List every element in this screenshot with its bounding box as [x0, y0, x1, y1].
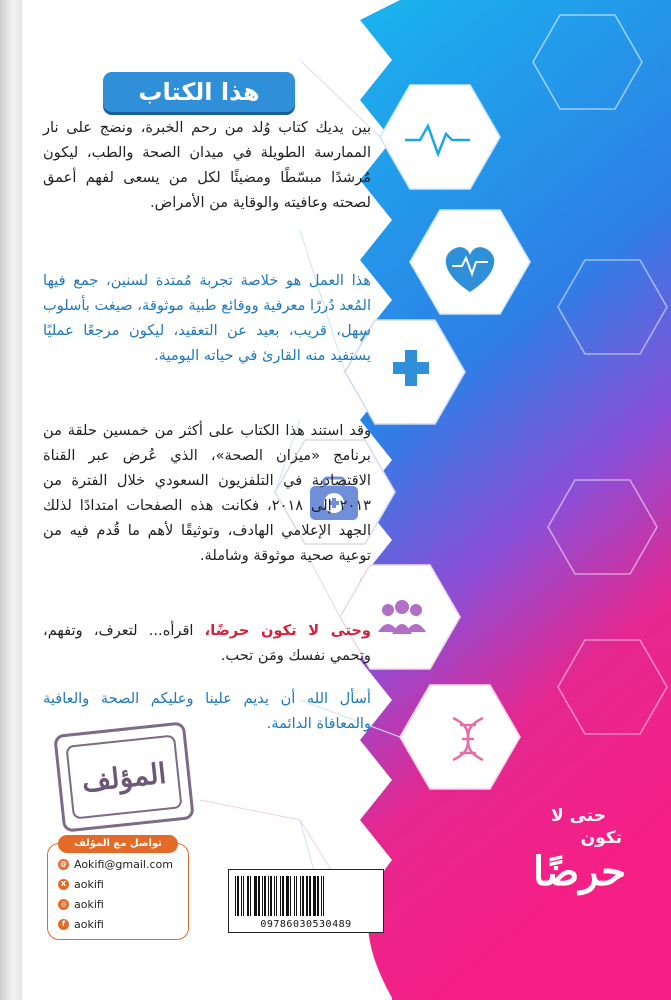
brand-logo — [524, 806, 634, 916]
author-stamp — [53, 721, 195, 832]
barcode-bars — [235, 876, 377, 916]
contact-facebook-text: aokifi — [74, 918, 104, 931]
contact-x[interactable] — [58, 878, 104, 891]
contact-email[interactable] — [58, 858, 173, 871]
book-title-highlight: وحتى لا تكون حرضًا، — [204, 622, 372, 639]
contact-instagram-text: aokifi — [74, 898, 104, 911]
contact-title: تواصل مع المؤلف — [58, 835, 178, 853]
author-stamp-text: المؤلف — [65, 734, 182, 819]
facebook-icon: f — [58, 919, 69, 930]
intro-paragraph: بين يديك كتاب وُلد من رحم الخبرة، ونضج على نار الممارسة الطويلة في ميدان الصحة والطب، ليكون مُرشدًا مبسّطًا ومضيئًا لكل من يسعى لفهم أعمق لصحته وعافيته والوقاية من الأمراض. — [43, 119, 371, 211]
author-contact-box — [47, 838, 189, 940]
isbn-barcode — [228, 869, 384, 933]
closing-prayer-paragraph: أسأل الله أن يديم علينا وعليكم الصحة والعافية والمعافاة الدائمة. — [43, 690, 371, 732]
brand-line-2: تكون — [580, 828, 622, 848]
barcode-number: 09786030530489 — [260, 919, 352, 930]
call-to-action-paragraph — [43, 618, 371, 668]
contact-email-text: Aokifi@gmail.com — [74, 858, 173, 871]
summary-paragraph: هذا العمل هو خلاصة تجربة مُمتدة لسنين، جمع فيها المُعد دُررًا معرفية ووقائع طبية موثوقة، صيغت بأسلوب سهل، قريب، بعيد عن التعقيد، ليكون مرجعًا عمليًا يستفيد منه القارئ في حياته اليومية. — [43, 272, 371, 364]
brand-line-3: حرضًا — [533, 848, 626, 895]
email-icon: @ — [60, 860, 67, 868]
contact-facebook[interactable] — [58, 918, 104, 931]
call-to-action-text: اقرأه... لتعرف، وتفهم، وتحمي نفسك ومَن تحب. — [43, 622, 371, 664]
contact-x-text: aokifi — [74, 878, 104, 891]
source-paragraph: وقد استند هذا الكتاب على أكثر من خمسين حلقة من برنامج «ميزان الصحة»، الذي عُرض عبر القناة الاقتصادية في التلفزيون السعودي خلال الفترة من ٢٠١٣ إلى ٢٠١٨، فكانت هذه الصفحات امتدادًا لذلك الجهد الإعلامي الهادف، وتوثيقًا لأهم ما قُدم فيه من توعية صحية موثوقة وشاملة. — [43, 422, 371, 564]
instagram-icon: ◎ — [58, 899, 69, 910]
section-title: هذا الكتاب — [103, 72, 295, 112]
x-icon: X — [58, 879, 69, 890]
contact-instagram[interactable] — [58, 898, 104, 911]
brand-line-1: حتى لا — [551, 806, 606, 826]
